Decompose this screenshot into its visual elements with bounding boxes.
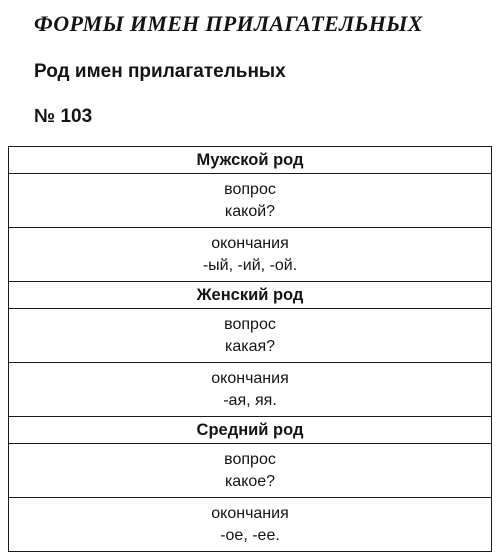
adjective-gender-table (8, 146, 492, 552)
neuter-header (9, 417, 491, 444)
feminine-block (9, 282, 491, 417)
feminine-endings-cell (9, 363, 491, 417)
feminine-question-label: вопрос (224, 315, 276, 333)
masculine-endings-cell (9, 228, 491, 282)
masculine-endings-value: -ый, -ий, -ой. (202, 256, 298, 274)
masculine-title: Мужской род (196, 150, 304, 169)
feminine-question-value: какая? (224, 337, 276, 355)
neuter-question-value: какое? (224, 472, 276, 490)
neuter-endings-value: -ое, -ее. (220, 526, 280, 544)
masculine-header (9, 147, 491, 174)
neuter-block (9, 417, 491, 552)
feminine-endings-label: окончания (211, 369, 289, 387)
neuter-question-cell (9, 444, 491, 498)
neuter-question-label: вопрос (224, 450, 276, 468)
masculine-endings-label: окончания (211, 234, 289, 252)
feminine-endings-value: -ая, яя. (223, 391, 277, 409)
feminine-question-cell (9, 309, 491, 363)
page-heading: ФОРМЫ ИМЕН ПРИЛАГАТЕЛЬНЫХ (34, 11, 423, 36)
feminine-title: Женский род (196, 285, 304, 304)
section-subheading: Род имен прилагательных (34, 61, 286, 82)
masculine-question-value: какой? (224, 202, 276, 220)
neuter-endings-label: окончания (211, 504, 289, 522)
masculine-block (9, 147, 491, 282)
exercise-number: № 103 (34, 106, 93, 127)
neuter-title: Средний род (196, 420, 304, 439)
neuter-endings-cell (9, 498, 491, 552)
feminine-header (9, 282, 491, 309)
masculine-question-cell (9, 174, 491, 228)
masculine-question-label: вопрос (224, 180, 276, 198)
